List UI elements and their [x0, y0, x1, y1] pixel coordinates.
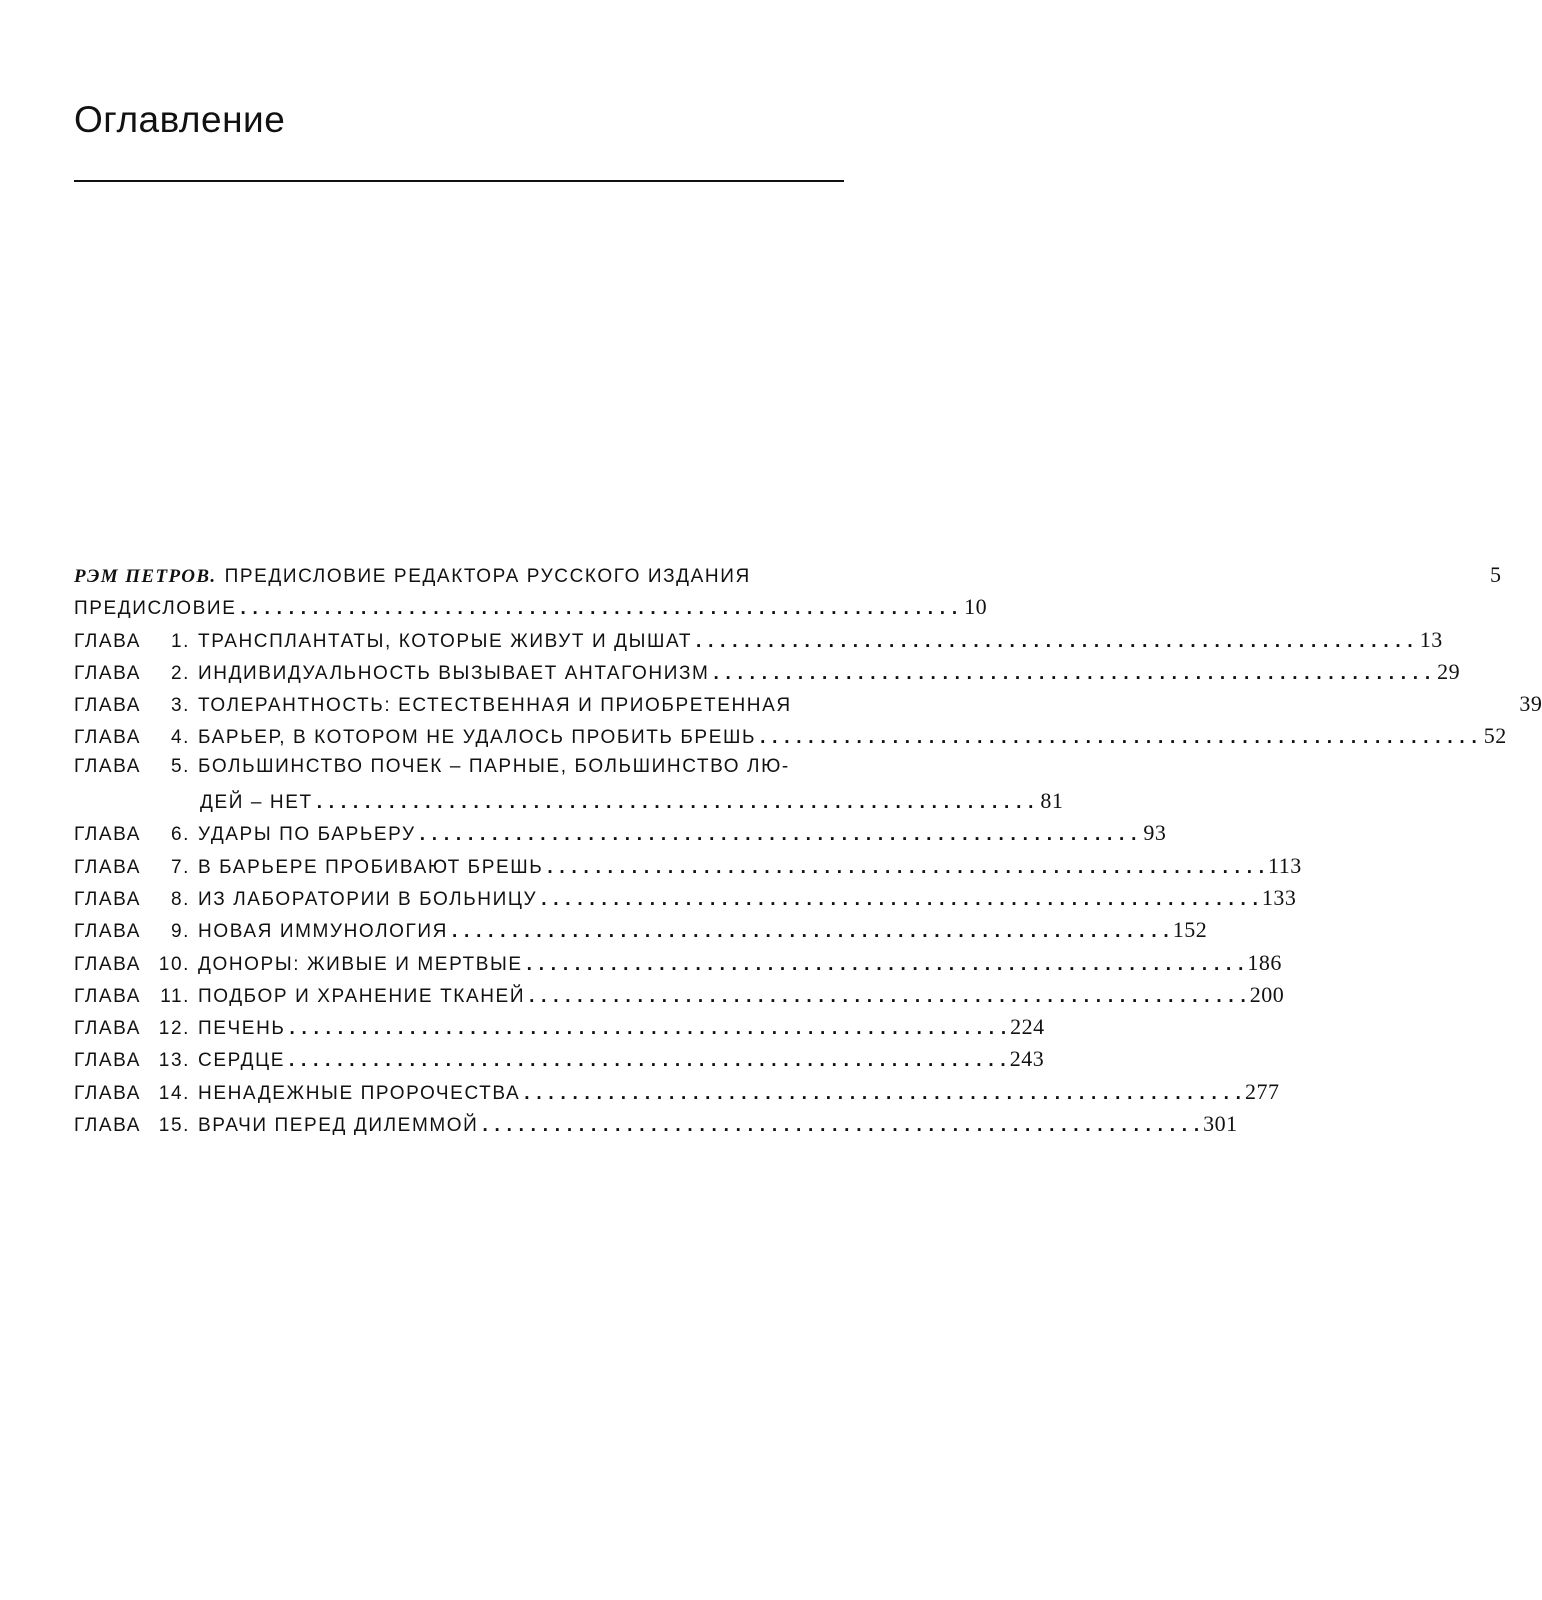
- toc-chapter-number: 12.: [158, 1018, 190, 1040]
- toc-chapter-label: ГЛАВА: [74, 888, 142, 910]
- toc-page-number: 5: [1490, 562, 1502, 587]
- toc-chapter-number: 11.: [160, 985, 190, 1007]
- toc-leader-dots: [713, 663, 1430, 685]
- toc-entry-title: ВРАЧИ ПЕРЕД ДИЛЕММОЙ: [198, 1115, 479, 1137]
- toc-page-number: 39: [1519, 691, 1542, 717]
- toc-entry-chapter-12[interactable]: [74, 1014, 1045, 1046]
- toc-page-number: 152: [1172, 917, 1208, 943]
- toc-page-number: 224: [1010, 1014, 1045, 1040]
- page-title: Оглавление: [74, 99, 286, 140]
- toc-entry-chapter-4[interactable]: [74, 723, 1507, 755]
- toc-chapter-label: ГЛАВА: [74, 1115, 142, 1137]
- toc-entry-chapter-2[interactable]: [74, 658, 1461, 691]
- toc-entry-title: БОЛЬШИНСТВО ПОЧЕК – ПАРНЫЕ, БОЛЬШИНСТВО ЛЮ-: [198, 755, 790, 777]
- toc-entry-chapter-8[interactable]: [74, 884, 1297, 917]
- toc-chapter-number: 1.: [170, 630, 190, 652]
- toc-chapter-label: ГЛАВА: [74, 985, 142, 1007]
- toc-chapter-label: ГЛАВА: [74, 630, 142, 652]
- toc-entry-chapter-3[interactable]: [74, 691, 1542, 723]
- toc-entry-title: ТОЛЕРАНТНОСТЬ: ЕСТЕСТВЕННАЯ И ПРИОБРЕТЕННАЯ: [198, 695, 792, 717]
- toc-page-number: 301: [1203, 1111, 1238, 1137]
- toc-page-number: 52: [1483, 723, 1507, 749]
- toc-chapter-number: 2.: [170, 662, 190, 684]
- toc-entry-title: ТРАНСПЛАНТАТЫ, КОТОРЫЕ ЖИВУТ И ДЫШАТ: [198, 630, 693, 652]
- toc-chapter-label: ГЛАВА: [74, 921, 142, 943]
- toc-page-number: 29: [1437, 658, 1461, 684]
- toc-entry-title: ПРЕДИСЛОВИЕ РЕДАКТОРА РУССКОГО ИЗДАНИЯ: [224, 566, 751, 587]
- toc-page-number: 200: [1249, 981, 1285, 1007]
- toc-leader-dots: [524, 1083, 1241, 1105]
- toc-page-number: 10: [964, 594, 988, 620]
- toc-page-number: 113: [1268, 852, 1302, 878]
- toc-entry-title: ПОДБОР И ХРАНЕНИЕ ТКАНЕЙ: [198, 985, 526, 1007]
- toc-leader-dots: [289, 1050, 1006, 1072]
- toc-page-number: 81: [1040, 788, 1064, 814]
- toc-chapter-label: ГЛАВА: [74, 1018, 142, 1040]
- toc-chapter-label: ГЛАВА: [74, 695, 142, 717]
- toc-entry-chapter-10[interactable]: [74, 949, 1282, 982]
- toc-page-number: 13: [1419, 626, 1443, 652]
- toc-author: РЭМ ПЕТРОВ.: [74, 566, 217, 587]
- toc-leader-dots: [696, 631, 1413, 653]
- toc-leader-dots: [317, 792, 1034, 814]
- toc-entry-chapter-14[interactable]: [74, 1078, 1280, 1111]
- toc-entry-editor-preface[interactable]: [74, 562, 1502, 594]
- toc-entry-title: ПРЕДИСЛОВИЕ: [74, 598, 237, 620]
- toc-leader-dots: [529, 986, 1246, 1008]
- toc-entry-chapter-9[interactable]: [74, 917, 1208, 949]
- toc-entry-title: УДАРЫ ПО БАРЬЕРУ: [198, 824, 416, 846]
- toc-entry-title: В БАРЬЕРЕ ПРОБИВАЮТ БРЕШЬ: [198, 856, 544, 878]
- toc-chapter-number: 8.: [170, 888, 190, 910]
- toc-chapter-label: ГЛАВА: [74, 953, 142, 975]
- toc-entry-chapter-11[interactable]: [74, 981, 1285, 1014]
- toc-leader-dots: [547, 857, 1264, 879]
- toc-chapter-number: 4.: [170, 727, 190, 749]
- toc-chapter-label: ГЛАВА: [74, 856, 142, 878]
- toc-leader-dots: [452, 921, 1169, 943]
- toc-entry-chapter-1[interactable]: [74, 626, 1443, 659]
- toc-entry-chapter-7[interactable]: [74, 852, 1302, 885]
- toc-leader-dots: [482, 1115, 1199, 1137]
- toc-chapter-label: ГЛАВА: [74, 755, 142, 777]
- toc-leader-dots: [760, 727, 1477, 749]
- toc-chapter-label: ГЛАВА: [74, 824, 142, 846]
- toc-entry-title: СЕРДЦЕ: [198, 1050, 285, 1072]
- toc-entry-chapter-5[interactable]: [74, 756, 919, 788]
- toc-entry-chapter-15[interactable]: [74, 1111, 1238, 1143]
- toc-entry-title: НОВАЯ ИММУНОЛОГИЯ: [198, 921, 448, 943]
- toc-chapter-label: ГЛАВА: [74, 662, 142, 684]
- toc-page-number: 186: [1247, 949, 1282, 975]
- toc-chapter-number: 7.: [170, 856, 190, 878]
- toc-page-number: 243: [1009, 1046, 1045, 1072]
- toc-entry-title-continued: ДЕЙ – НЕТ: [200, 792, 313, 814]
- toc-entry-preface[interactable]: [74, 594, 988, 626]
- toc-entry-chapter-5-continued[interactable]: [74, 788, 1064, 820]
- toc-chapter-number: 14.: [158, 1082, 190, 1104]
- toc-entry-title: ИНДИВИДУАЛЬНОСТЬ ВЫЗЫВАЕТ АНТАГОНИЗМ: [198, 662, 710, 684]
- toc-chapter-label: ГЛАВА: [74, 1082, 142, 1104]
- toc-leader-dots: [541, 889, 1258, 911]
- toc-entry-title: ПЕЧЕНЬ: [198, 1018, 286, 1040]
- toc-chapter-number: 3.: [170, 695, 190, 717]
- toc-chapter-label: ГЛАВА: [74, 727, 142, 749]
- toc-entry-title: НЕНАДЕЖНЫЕ ПРОРОЧЕСТВА: [198, 1082, 521, 1104]
- toc-leader-dots: [240, 598, 957, 620]
- table-of-contents: [74, 562, 1542, 1143]
- toc-chapter-number: 5.: [170, 755, 190, 777]
- toc-chapter-label: ГЛАВА: [74, 1050, 142, 1072]
- toc-leader-dots: [420, 824, 1137, 846]
- toc-chapter-number: 6.: [170, 824, 190, 846]
- toc-chapter-number: 10.: [158, 953, 190, 975]
- toc-chapter-number: 15.: [158, 1115, 190, 1137]
- toc-leader-dots: [527, 954, 1244, 976]
- toc-entry-title: ДОНОРЫ: ЖИВЫЕ И МЕРТВЫЕ: [198, 953, 523, 975]
- toc-page-number: 277: [1244, 1078, 1280, 1104]
- toc-page-number: 133: [1261, 884, 1297, 910]
- toc-page-number: 93: [1143, 820, 1167, 846]
- toc-entry-chapter-6[interactable]: [74, 820, 1167, 852]
- toc-leader-dots: [289, 1018, 1006, 1040]
- toc-chapter-number: 9.: [170, 921, 190, 943]
- toc-entry-title: ИЗ ЛАБОРАТОРИИ В БОЛЬНИЦУ: [198, 888, 538, 910]
- toc-chapter-number: 13.: [158, 1050, 190, 1072]
- toc-entry-chapter-13[interactable]: [74, 1046, 1045, 1078]
- toc-entry-title: БАРЬЕР, В КОТОРОМ НЕ УДАЛОСЬ ПРОБИТЬ БРЕШЬ: [198, 727, 757, 749]
- title-rule: [74, 180, 844, 182]
